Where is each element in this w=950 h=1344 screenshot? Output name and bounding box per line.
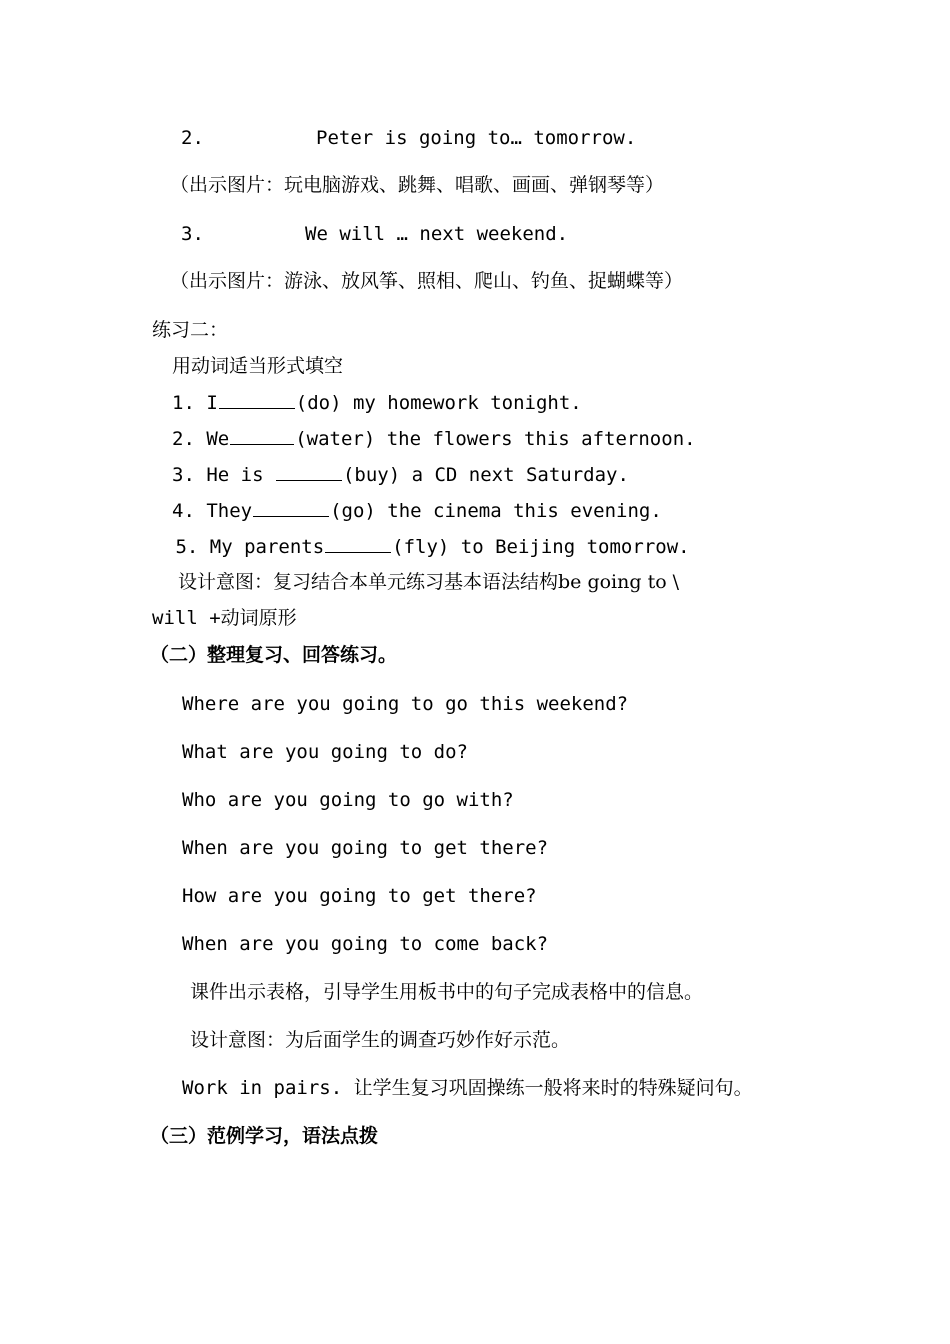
design-intent-line-2: will +动词原形 — [152, 607, 297, 629]
section-2-heading: （二）整理复习、回答练习。 — [150, 644, 398, 666]
question-1: Where are you going to go this weekend? — [182, 693, 629, 715]
question-4: When are you going to get there? — [182, 837, 549, 859]
design-intent-line-1: 设计意图：复习结合本单元练习基本语法结构be going to \ — [178, 571, 680, 593]
fill-blank-4[interactable] — [253, 498, 329, 517]
exercise-item-2-number: 2. — [181, 127, 204, 149]
question-2: What are you going to do? — [182, 741, 468, 763]
fill-item-2-after: (water) the flowers this afternoon. — [295, 428, 696, 450]
fill-blank-5[interactable] — [325, 534, 391, 553]
exercise-item-2-note: （出示图片：玩电脑游戏、跳舞、唱歌、画画、弹钢琴等） — [170, 174, 665, 196]
question-5: How are you going to get there? — [182, 885, 537, 907]
fill-item-1-after: (do) my homework tonight. — [295, 392, 582, 414]
pair-work-line — [182, 1076, 753, 1100]
section-2-design-intent: 设计意图：为后面学生的调查巧妙作好示范。 — [190, 1029, 571, 1051]
exercise-item-3-text: We will … next weekend. — [305, 223, 569, 245]
courseware-note: 课件出示表格，引导学生用板书中的句子完成表格中的信息。 — [190, 981, 704, 1003]
fill-item-3-before: 3. He is — [172, 464, 275, 486]
fill-item-3 — [172, 462, 629, 487]
pair-work-english: Work in pairs. — [182, 1077, 354, 1099]
exercise-2-heading: 练习二： — [152, 319, 229, 341]
fill-item-4-before: 4. They — [172, 500, 253, 522]
exercise-item-3-note: （出示图片：游泳、放风筝、照相、爬山、钓鱼、捉蝴蝶等） — [170, 270, 684, 292]
fill-item-4 — [172, 498, 662, 523]
exercise-item-3-number: 3. — [181, 223, 204, 245]
fill-item-5-before: 5. My parents — [164, 536, 325, 558]
fill-blank-1[interactable] — [219, 390, 295, 409]
question-6: When are you going to come back? — [182, 933, 549, 955]
section-3-heading: （三）范例学习，语法点拨 — [150, 1125, 379, 1147]
exercise-2-instruction: 用动词适当形式填空 — [172, 355, 344, 377]
fill-item-1 — [172, 390, 582, 415]
fill-item-2 — [172, 426, 696, 451]
fill-item-2-before: 2. We — [172, 428, 230, 450]
fill-item-3-after: (buy) a CD next Saturday. — [342, 464, 629, 486]
pair-work-chinese: 让学生复习巩固操练一般将来时的特殊疑问句。 — [353, 1077, 753, 1099]
question-3: Who are you going to go with? — [182, 789, 514, 811]
exercise-item-2-text: Peter is going to… tomorrow. — [316, 127, 637, 149]
fill-item-1-before: 1. I — [172, 392, 218, 414]
fill-item-5 — [164, 534, 690, 559]
fill-blank-2[interactable] — [230, 426, 294, 445]
fill-item-5-after: (fly) to Beijing tomorrow. — [392, 536, 690, 558]
fill-item-4-after: (go) the cinema this evening. — [330, 500, 662, 522]
fill-blank-3[interactable] — [276, 462, 342, 481]
